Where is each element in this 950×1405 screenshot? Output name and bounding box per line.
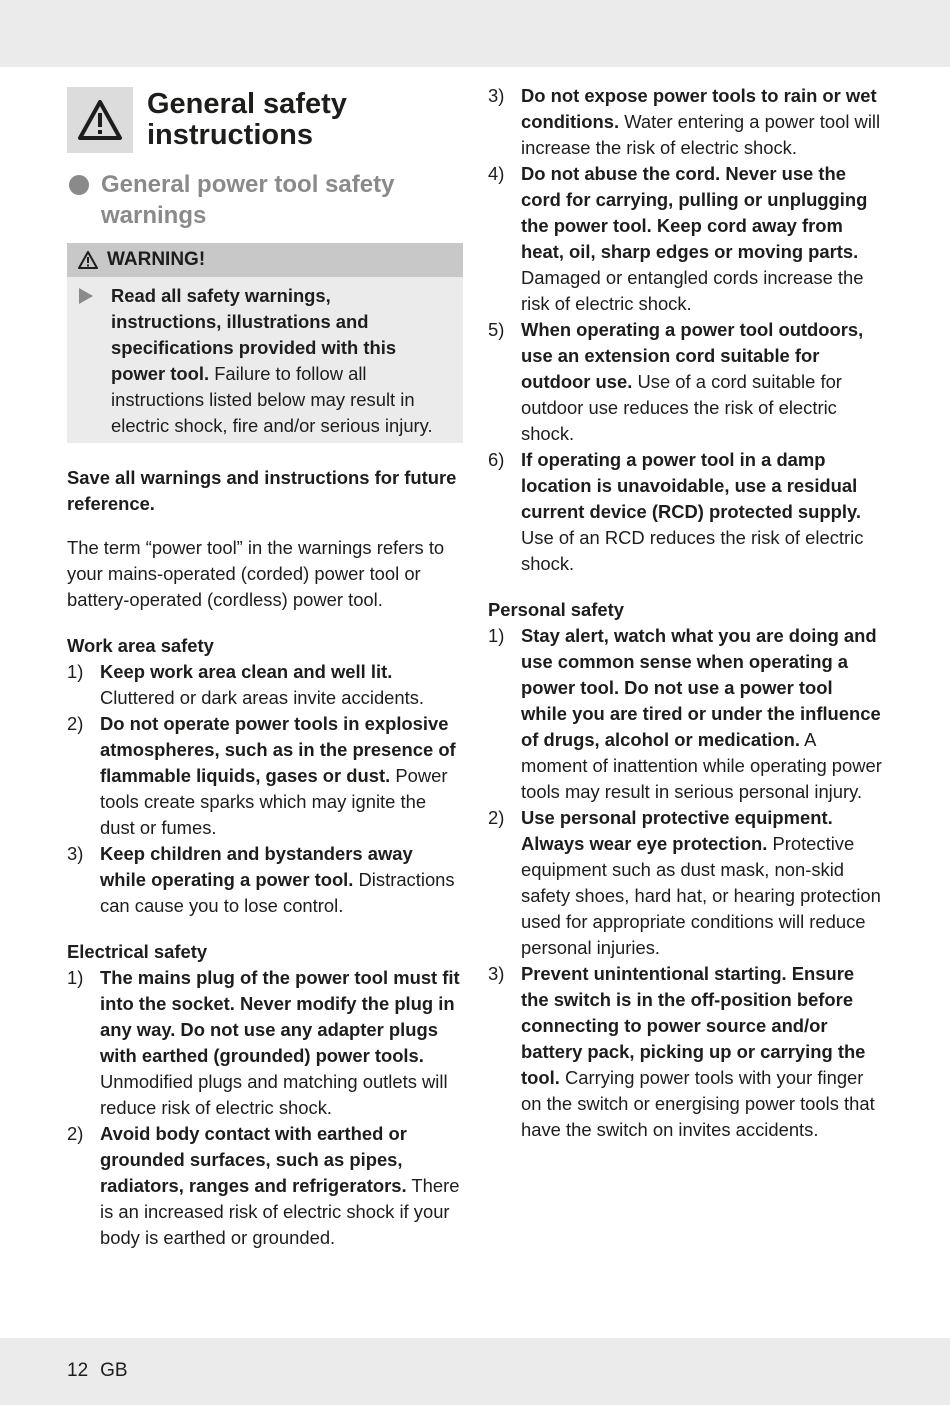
item-bold-text: Do not abuse the cord. Never use the cord for carrying, pulling or unplugging the power tool. Keep cord away from heat, oil, sharp edges or moving parts. — [521, 163, 868, 262]
section-heading: Personal safety — [488, 599, 624, 620]
list-item — [488, 161, 883, 317]
warning-label: WARNING! — [107, 249, 206, 270]
warning-bold-text: Read all safety warnings, instructions, illustrations and specifications provided with this power tool. — [111, 285, 397, 384]
item-bold-text: Prevent unintentional starting. Ensure the switch is in the off-position before connecting to power source and/or battery pack, picking up or carrying the tool. — [521, 963, 866, 1088]
warning-triangle-icon — [77, 99, 123, 141]
item-number: 6) — [488, 449, 505, 470]
item-number: 3) — [488, 963, 505, 984]
item-number: 4) — [488, 163, 505, 184]
item-number: 3) — [67, 843, 84, 864]
triangle-bullet-icon — [79, 288, 93, 304]
electrical-list-right — [488, 83, 883, 577]
electrical-list-left — [67, 965, 463, 1251]
section-electrical — [67, 939, 463, 1251]
list-item — [67, 659, 463, 711]
item-plain-text: A moment of inattention while operating power tools may result in serious personal injury. — [521, 729, 882, 802]
item-bold-text: Use personal protective equipment. Always wear eye protection. — [521, 807, 833, 854]
page-number: 12 — [67, 1360, 89, 1381]
item-bold-text: If operating a power tool in a damp location is unavoidable, use a residual current device (RCD) protected supply. — [521, 449, 861, 522]
title-block — [67, 87, 463, 153]
item-plain-text: Power tools create sparks which may ignite the dust or fumes. — [100, 765, 448, 838]
item-bold-text: When operating a power tool outdoors, use an extension cord suitable for outdoor use. — [521, 319, 864, 392]
left-column — [67, 87, 463, 1251]
list-item — [67, 1121, 463, 1251]
item-plain-text: Carrying power tools with your finger on the switch or energising power tools that have the switch on invites accidents. — [521, 1067, 875, 1140]
section-personal — [488, 597, 883, 1143]
section-heading: Work area safety — [67, 635, 214, 656]
item-bold-text: Stay alert, watch what you are doing and use common sense when operating a power tool. Do not use a power tool while you are tired or under the influence of drugs, alcohol or medication. — [521, 625, 881, 750]
section-heading: Electrical safety — [67, 941, 208, 962]
list-item — [67, 711, 463, 841]
item-number: 2) — [67, 713, 84, 734]
circle-bullet-icon — [69, 175, 89, 195]
page-footer — [67, 1360, 128, 1382]
save-note: Save all warnings and instructions for future reference. — [67, 467, 457, 514]
item-bold-text: Do not operate power tools in explosive atmospheres, such as in the presence of flammable liquids, gases or dust. — [100, 713, 456, 786]
section-subtitle — [67, 169, 463, 231]
item-number: 1) — [67, 967, 84, 988]
item-number: 1) — [488, 625, 505, 646]
bottom-band — [0, 1338, 950, 1405]
title-warning-box — [67, 87, 133, 153]
warning-body — [67, 277, 463, 443]
warning-plain-text: Failure to follow all instructions listed below may result in electric shock, fire and/or serious injury. — [111, 363, 433, 436]
item-bold-text: Keep children and bystanders away while operating a power tool. — [100, 843, 413, 890]
item-plain-text: Cluttered or dark areas invite accidents. — [100, 687, 425, 708]
list-item — [488, 317, 883, 447]
item-plain-text: Water entering a power tool will increase the risk of electric shock. — [521, 111, 881, 158]
subtitle-text: General power tool safety warnings — [101, 171, 395, 229]
list-item — [488, 83, 883, 161]
item-number: 2) — [67, 1123, 84, 1144]
section-work-area — [67, 633, 463, 919]
item-plain-text: Distractions can cause you to lose control. — [100, 869, 455, 916]
item-plain-text: Damaged or entangled cords increase the risk of electric shock. — [521, 267, 864, 314]
warning-panel — [67, 243, 463, 443]
item-plain-text: There is an increased risk of electric shock if your body is earthed or grounded. — [100, 1175, 460, 1248]
item-number: 3) — [488, 85, 505, 106]
item-bold-text: Keep work area clean and well lit. — [100, 661, 393, 682]
warning-header — [67, 243, 463, 277]
item-bold-text: Avoid body contact with earthed or grounded surfaces, such as pipes, radiators, ranges and refrigerators. — [100, 1123, 407, 1196]
work-area-list — [67, 659, 463, 919]
item-plain-text: Protective equipment such as dust mask, non-skid safety shoes, hard hat, or hearing protection used for appropriate conditions will reduce personal injuries. — [521, 833, 881, 958]
list-item — [67, 965, 463, 1121]
personal-list — [488, 623, 883, 1143]
item-number: 2) — [488, 807, 505, 828]
top-band — [0, 0, 950, 67]
list-item — [67, 841, 463, 919]
item-bold-text: The mains plug of the power tool must fit into the socket. Never modify the plug in any way. Do not use any adapter plugs with earthed (grounded) power tools. — [100, 967, 460, 1066]
item-number: 1) — [67, 661, 84, 682]
language-code: GB — [100, 1360, 128, 1381]
list-item — [488, 623, 883, 805]
item-number: 5) — [488, 319, 505, 340]
warning-triangle-icon — [77, 250, 99, 270]
term-note: The term “power tool” in the warnings refers to your mains-operated (corded) power tool or battery-operated (cordless) power tool. — [67, 537, 445, 610]
item-plain-text: Unmodified plugs and matching outlets will reduce risk of electric shock. — [100, 1071, 448, 1118]
item-plain-text: Use of a cord suitable for outdoor use reduces the risk of electric shock. — [521, 371, 842, 444]
list-item — [488, 961, 883, 1143]
list-item — [488, 805, 883, 961]
item-plain-text: Use of an RCD reduces the risk of electric shock. — [521, 527, 864, 574]
page-title: General safety instructions — [147, 88, 347, 151]
item-bold-text: Do not expose power tools to rain or wet conditions. — [521, 85, 877, 132]
right-column — [488, 83, 883, 1143]
list-item — [488, 447, 883, 577]
warning-text — [111, 283, 435, 439]
